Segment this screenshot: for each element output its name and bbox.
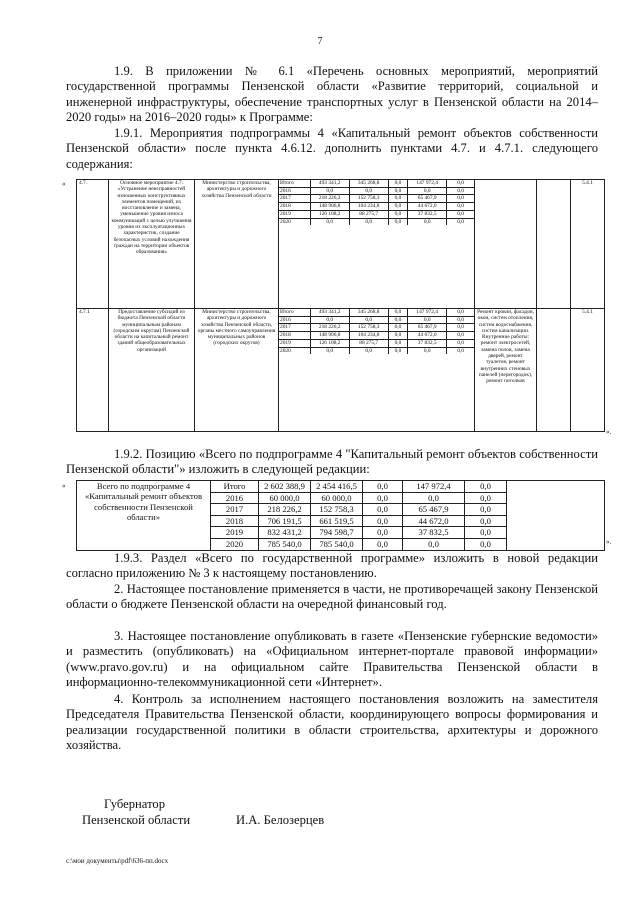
value-cell: 0,0 — [310, 347, 349, 354]
year-cell: 2018 — [279, 203, 310, 211]
paragraph-1-9-1: 1.9.1. Мероприятия подпрограммы 4 «Капитальный ремонт объектов собственности Пензенской области» после пункта 4.6.12. дополнить пунктами 4.7. и 4.7.1. следующего содержания: — [66, 126, 598, 171]
value-cell: 147 972,4 — [403, 481, 465, 493]
paragraph-3: 3. Настоящее постановление опубликовать в газете «Пензенские губернские ведомости» и разместить (опубликовать) на «Официальном интернет-портале правовой информации» (www.pravo.gov.ru) и на официальном сайте Правительства Пензенской области в информационно-телекоммуникационной сети «Интернет». — [66, 629, 598, 690]
value-cell: 0,0 — [388, 195, 408, 203]
file-path: c:\мои документы\pdf\636-пп.docx — [66, 857, 169, 865]
year-cell: Итого — [211, 481, 259, 493]
indicator-code: 5.4.1 — [571, 309, 605, 432]
value-cell: 661 519,5 — [311, 515, 363, 527]
value-cell: 0,0 — [388, 332, 408, 340]
value-cell: 0,0 — [388, 316, 408, 324]
value-cell: 0,0 — [447, 309, 474, 316]
year-cell: 2018 — [211, 515, 259, 527]
year-cell: 2020 — [279, 218, 310, 225]
value-cell: 65 467,9 — [408, 195, 447, 203]
value-cell: 0,0 — [310, 187, 349, 195]
expected-result — [475, 180, 537, 309]
value-cell: 0,0 — [388, 187, 408, 195]
row-number: 4.7.1 — [77, 309, 109, 432]
table-row — [77, 309, 605, 432]
value-cell: 147 972,4 — [408, 180, 447, 187]
executor: Министерство строительства, архитектуры и дорожного хозяйства Пензенской области — [195, 180, 279, 309]
financing-row — [279, 332, 474, 340]
value-cell: 152 758,3 — [349, 324, 388, 332]
value-cell: 152 758,3 — [349, 195, 388, 203]
expected-result: Ремонт кровли, фасадов, окон, систем отопления, систем водоснабжения, систем канализации. Внутренние работы: ремонт электросетей, замена полов, замена дверей, ремонт туалетов, ремонт внутренних стеновых панелей (перегородок), ремонт потолков — [475, 309, 537, 432]
value-cell: 0,0 — [457, 218, 464, 225]
value-cell: 0,0 — [363, 515, 403, 527]
value-cell: 785 540,0 — [259, 538, 311, 550]
year-cell: 2018 — [279, 332, 310, 340]
paragraph-1-9: 1.9. В приложении № 6.1 «Перечень основных мероприятий, мероприятий государственной программы Пензенской области «Развитие территорий, социальной и инженерной инфраструктуры, обеспечение транспортных услуг в Пензенской области на 2014–2020 годы» на 2016–2020 годы» к Программе: — [66, 64, 598, 125]
measure-name: Предоставление субсидий из бюджета Пензенской области муниципальным районам (городским округам) Пензенской области на капитальный ремонт зданий общеобразовательных организаций — [109, 309, 195, 432]
financing-row — [279, 309, 474, 316]
value-cell: 832 431,2 — [259, 527, 311, 539]
value-cell: 0,0 — [465, 538, 507, 550]
value-cell: 104 234,8 — [349, 332, 388, 340]
year-cell: 2016 — [279, 187, 310, 195]
value-cell: 2 454 416,5 — [311, 481, 363, 493]
value-cell: 60 000,0 — [259, 492, 311, 504]
financing-row — [279, 324, 474, 332]
indicator-code: 5.4.1 — [571, 180, 605, 309]
value-cell: 785 540,0 — [311, 538, 363, 550]
financing-row — [279, 347, 474, 354]
year-cell: 2020 — [279, 347, 310, 354]
value-cell: 148 906,8 — [310, 332, 349, 340]
value-cell: 0,0 — [447, 316, 474, 324]
financing-row — [279, 339, 474, 347]
value-cell: 0,0 — [465, 481, 507, 493]
table-row — [77, 180, 605, 309]
value-cell: 0,0 — [363, 481, 403, 493]
year-cell: Итого — [279, 309, 310, 316]
page-number: 7 — [317, 36, 323, 47]
paragraph-2: 2. Настоящее постановление применяется в части, не противоречащей закону Пензенской области о бюджете Пензенской области на очередной финансовый год. — [66, 582, 598, 612]
paragraph-1-9-2: 1.9.2. Позицию «Всего по подпрограмме 4 "Капитальный ремонт объектов собственности Пензенской области"» изложить в следующей редакции: — [66, 447, 598, 477]
value-cell: 0,0 — [363, 504, 403, 516]
value-cell: 0,0 — [447, 187, 474, 195]
value-cell: 0,0 — [349, 218, 388, 225]
financing-row — [279, 180, 474, 187]
signature-title-line1: Губернатор — [104, 797, 165, 811]
table-row — [77, 481, 605, 493]
value-cell: 65 467,9 — [408, 324, 447, 332]
value-cell: 0,0 — [388, 324, 408, 332]
value-cell: 0,0 — [403, 492, 465, 504]
value-cell: 0,0 — [447, 324, 474, 332]
value-cell: 44 672,0 — [408, 203, 447, 211]
value-cell: 493 341,2 — [310, 180, 349, 187]
value-cell: 0,0 — [447, 339, 474, 347]
value-cell: 0,0 — [349, 347, 388, 354]
value-cell: 0,0 — [465, 515, 507, 527]
value-cell: 0,0 — [447, 180, 474, 187]
value-cell: 0,0 — [388, 309, 408, 316]
measure-name: Основное мероприятие 4.7. «Устранение неисправностей изношенных конструктивных элементов помещений, их восстановление и замена, уменьшение уровня износа коммуникаций с целью улучшения уровня их эксплуатационных характеристик, создание безопасных условий нахождения граждан на территории объектов образования» — [109, 180, 195, 309]
quote-open-1: « — [62, 180, 66, 188]
signature-name: И.А. Белозерцев — [236, 813, 325, 827]
empty-cell — [537, 309, 571, 432]
value-cell: 0,0 — [408, 218, 447, 225]
financing-row — [279, 218, 474, 225]
year-cell: 2019 — [279, 339, 310, 347]
value-cell: 0,0 — [447, 195, 474, 203]
value-cell: 0,0 — [363, 492, 403, 504]
executor: Министерство строительства, архитектуры и дорожного хозяйства Пензенской области, органы местного самоуправления муниципальных районов (городских округов) — [195, 309, 279, 432]
empty-cell — [537, 180, 571, 309]
value-cell: 44 672,0 — [408, 332, 447, 340]
year-cell: Итого — [279, 180, 310, 187]
quote-open-2: « — [62, 482, 66, 490]
value-cell: 37 832,5 — [408, 339, 447, 347]
value-cell: 60 000,0 — [311, 492, 363, 504]
value-cell: 104 234,8 — [349, 203, 388, 211]
value-cell: 65 467,9 — [403, 504, 465, 516]
value-cell: 0,0 — [349, 187, 388, 195]
financing-row — [279, 203, 474, 211]
quote-close-2: ». — [606, 538, 612, 546]
value-cell: 706 191,5 — [259, 515, 311, 527]
value-cell: 126 108,2 — [310, 339, 349, 347]
value-cell: 148 906,8 — [310, 203, 349, 211]
year-cell: 2017 — [211, 504, 259, 516]
year-cell: 2017 — [279, 324, 310, 332]
value-cell: 37 832,5 — [408, 210, 447, 218]
value-cell: 2 602 388,9 — [259, 481, 311, 493]
value-cell: 0,0 — [465, 492, 507, 504]
value-cell: 88 275,7 — [349, 339, 388, 347]
financing-row — [279, 195, 474, 203]
signature-title-line2: Пензенской области — [82, 813, 191, 827]
value-cell: 0,0 — [349, 316, 388, 324]
value-cell: 218 226,2 — [259, 504, 311, 516]
value-cell: 44 672,0 — [403, 515, 465, 527]
financing-row — [279, 210, 474, 218]
value-cell: 0,0 — [465, 504, 507, 516]
financing-row — [279, 316, 474, 324]
value-cell: 0,0 — [363, 527, 403, 539]
value-cell: 0,0 — [457, 347, 464, 354]
value-cell: 0,0 — [447, 210, 474, 218]
year-cell: 2016 — [211, 492, 259, 504]
value-cell: 0,0 — [388, 347, 408, 354]
subprogram-total-table — [76, 480, 605, 551]
empty-cell — [507, 481, 605, 551]
paragraph-1-9-3: 1.9.3. Раздел «Всего по государственной программе» изложить в новой редакции согласно приложению № 3 к настоящему постановлению. — [66, 551, 598, 581]
value-cell: 0,0 — [363, 538, 403, 550]
value-cell: 0,0 — [388, 210, 408, 218]
paragraph-4: 4. Контроль за исполнением настоящего постановления возложить на заместителя Председателя Правительства Пензенской области, координирующего вопросы формирования и реализации государственной политики в области строительства, архитектуры и дорожного хозяйства. — [66, 692, 598, 753]
value-cell: 0,0 — [310, 218, 349, 225]
value-cell: 37 832,5 — [403, 527, 465, 539]
value-cell: 0,0 — [408, 187, 447, 195]
value-cell: 152 758,3 — [311, 504, 363, 516]
financing-row — [279, 187, 474, 195]
measures-table — [76, 179, 605, 432]
year-cell: 2017 — [279, 195, 310, 203]
value-cell: 0,0 — [408, 316, 447, 324]
year-cell: 2019 — [279, 210, 310, 218]
subprogram-name: Всего по подпрограмме 4 «Капитальный ремонт объектов собственности Пензенской области» — [77, 481, 211, 551]
value-cell: 0,0 — [388, 203, 408, 211]
quote-close-1: ». — [606, 428, 612, 436]
value-cell: 0,0 — [447, 203, 474, 211]
year-cell: 2019 — [211, 527, 259, 539]
year-cell: 2020 — [211, 538, 259, 550]
value-cell: 345 268,8 — [349, 309, 388, 316]
value-cell: 218 226,2 — [310, 195, 349, 203]
year-cell: 2016 — [279, 316, 310, 324]
financing-cell — [279, 309, 475, 432]
value-cell: 0,0 — [388, 339, 408, 347]
row-number: 4.7. — [77, 180, 109, 309]
value-cell: 493 341,2 — [310, 309, 349, 316]
value-cell: 0,0 — [388, 180, 408, 187]
value-cell: 0,0 — [388, 218, 408, 225]
value-cell: 345 268,8 — [349, 180, 388, 187]
value-cell: 0,0 — [465, 527, 507, 539]
value-cell: 126 108,2 — [310, 210, 349, 218]
value-cell: 218 226,2 — [310, 324, 349, 332]
value-cell: 147 972,4 — [408, 309, 447, 316]
value-cell: 0,0 — [403, 538, 465, 550]
value-cell: 0,0 — [447, 332, 474, 340]
financing-cell — [279, 180, 475, 309]
value-cell: 794 598,7 — [311, 527, 363, 539]
value-cell: 0,0 — [310, 316, 349, 324]
value-cell: 0,0 — [408, 347, 447, 354]
value-cell: 88 275,7 — [349, 210, 388, 218]
